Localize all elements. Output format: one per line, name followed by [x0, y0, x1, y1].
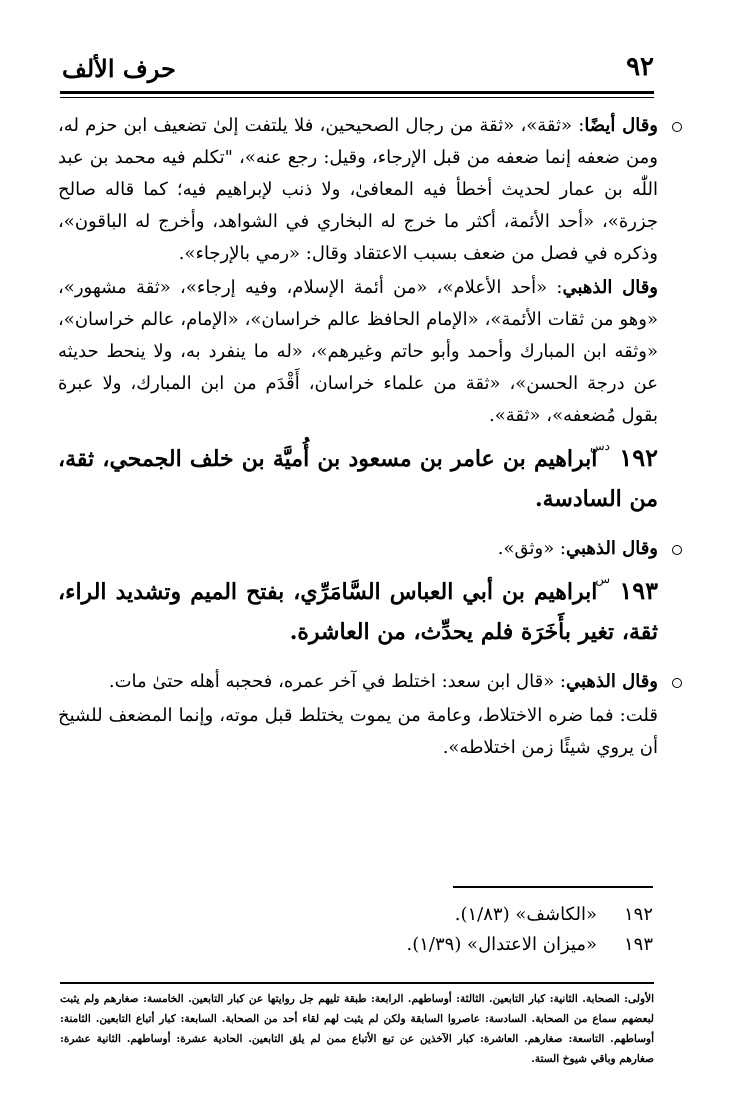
- bullet-circle-icon: [672, 678, 682, 688]
- paragraph-dhahabi-3: [58, 666, 658, 698]
- paragraph-text: : «قال ابن سعد: اختلط في آخر عمره، فحجبه أهله حتىٰ مات.: [108, 671, 566, 692]
- header-rule-thin: [60, 97, 654, 98]
- paragraph-lead: وقال أيضًا: [584, 115, 659, 136]
- main-text: [58, 110, 658, 766]
- footnote-text: «الكاشف» (١/٨٣).: [454, 904, 597, 925]
- footnote-192: [153, 900, 653, 930]
- entry-text: ابراهيم بن عامر بن مسعود بن أُميَّة بن خلف الجمحي، ثقة، من السادسة.: [58, 446, 658, 512]
- paragraph-comment: [58, 700, 658, 764]
- entry-number: ١٩٣: [619, 576, 658, 605]
- footnote-193: [153, 930, 653, 960]
- paragraph-text: قلت: فما ضره الاختلاط، وعامة من يموت يختلط قبل موته، وإنما المضعف للشيخ أن يروي شيئًا زمن اختلاطه».: [58, 705, 658, 758]
- paragraph-dhahabi-1: [58, 272, 658, 432]
- paragraph-quotes-1: [58, 110, 658, 270]
- paragraph-lead: وقال الذهبي: [566, 538, 658, 559]
- paragraph-lead: وقال الذهبي: [562, 277, 658, 298]
- footnote-number: ١٩٣: [623, 934, 653, 955]
- header-rule-thick: [60, 91, 654, 94]
- page-number: ٩٢: [626, 52, 654, 82]
- paragraph-text: : «أحد الأعلام»، «من أئمة الإسلام، وفيه إرجاء»، «ثقة مشهور»، «وهو من ثقات الأئمة»، «الإمام الحافظ عالم خراسان»، «الإمام، عالم خراسان»، «وثقه ابن المبارك وأحمد وأبو حاتم وغيرهم»، «له ما ينفرد به، ولا ينحط حديثه عن درجة الحسن»، «ثقة من علماء خراسان، أَقْدَم من ابن المبارك، ولا عبرة بقول مُضعفه»، «ثقة».: [58, 277, 658, 426]
- tabaqat-legend: الأولى: الصحابة. الثانية: كبار التابعين. الثالثة: أوساطهم. الرابعة: طبقة تليهم جل روايتها عن كبار التابعين. الخامسة: صغارهم ولم يثبت لبعضهم سماع من الصحابة. السادسة: عاصروا السابقة ولكن لم يثبت لهم لقاء أحد من الصحابة. السابعة: كبار أتباع التابعين. الثامنة: أوساطهم. التاسعة: صغارهم. العاشرة: كبار الآخذين عن تبع الأتباع ممن لم يلق التابعين. الحادية عشرة: أوساطهم. الثانية عشرة: صغارهم وباقي شيوخ الستة.: [60, 993, 654, 1065]
- entry-192: [58, 438, 658, 519]
- footnote-rule: [453, 886, 653, 888]
- page-header: [62, 52, 654, 88]
- footnote-text: «ميزان الاعتدال» (١/٣٩).: [406, 934, 597, 955]
- entry-symbol: دس: [590, 439, 610, 453]
- running-title: حرف الألف: [62, 54, 176, 83]
- entry-text: ابراهيم بن أبي العباس السَّامَرِّي، بفتح الميم وتشديد الراء، ثقة، تغير بأَخَرَة فلم يحدِّث، من العاشرة.: [58, 579, 658, 645]
- bullet-circle-icon: [672, 545, 682, 555]
- entry-symbol: س: [595, 572, 610, 586]
- footnote-number: ١٩٢: [623, 904, 653, 925]
- bullet-circle-icon: [672, 122, 682, 132]
- paragraph-lead: وقال الذهبي: [566, 671, 658, 692]
- bottom-rule: [60, 982, 654, 984]
- paragraph-text: : «وثق».: [497, 538, 566, 559]
- entry-193: [58, 571, 658, 652]
- paragraph-dhahabi-2: [58, 533, 658, 565]
- footnotes: [153, 900, 653, 960]
- paragraph-text: : «ثقة»، «ثقة من رجال الصحيحين، فلا يلتفت إلىٰ تضعيف ابن حزم له، ومن ضعفه إنما ضعفه من قبل الإرجاء، وقيل: رجع عنه»، "تكلم فيه محمد بن عبد اللّٰه بن عمار لحديث أخطأ فيه المعافىٰ، ولا ذنب لإبراهيم فيه؛ كما قاله صالح جزرة»، «أحد الأئمة، أكثر ما خرج له البخاري في الشواهد، وأخرج له الباقون»، وذكره في فصل من ضعف بسبب الاعتقاد وقال: «رمي بالإرجاء».: [58, 115, 658, 264]
- entry-number: ١٩٢: [619, 443, 658, 472]
